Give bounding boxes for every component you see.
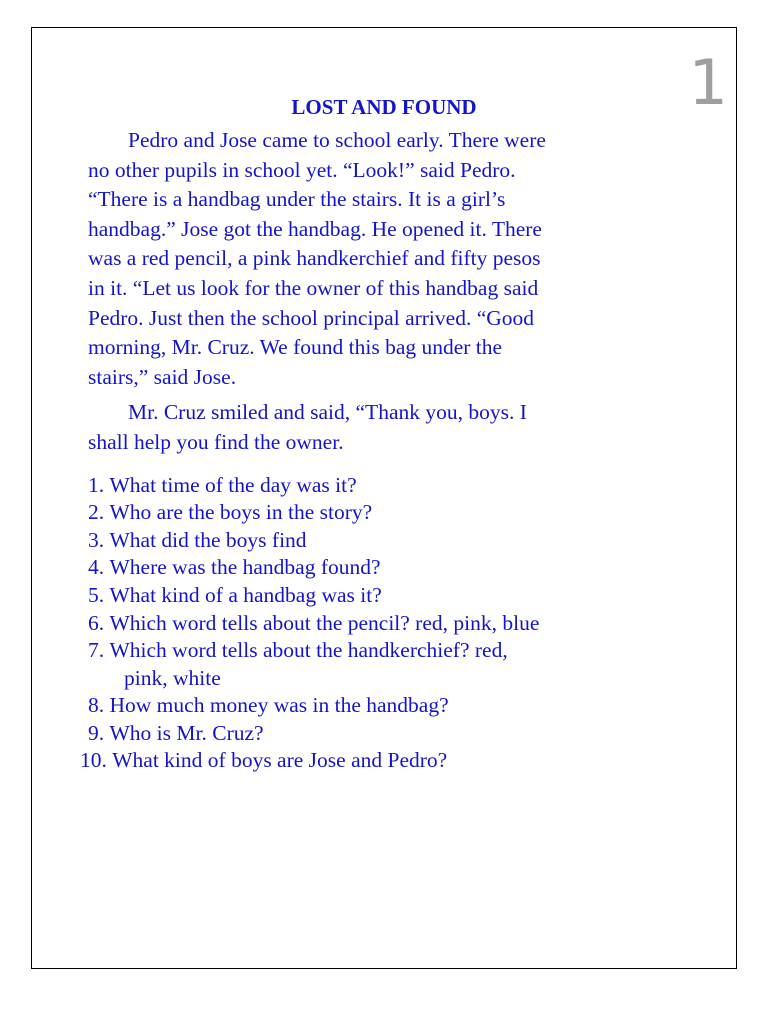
paragraph-1-line: handbag.” Jose got the handbag. He opened it. There [88,216,542,241]
question-text: Which word tells about the handkerchief? red, [109,638,508,663]
story-title: LOST AND FOUND [291,95,477,119]
paragraph-1-line: stairs,” said Jose. [88,364,237,389]
question-text: Where was the handbag found? [109,555,381,580]
question-number: 10. [80,748,107,773]
paragraph-1-line: “There is a handbag under the stairs. It is a girl’s [88,187,506,212]
question-number: 6. [88,610,105,635]
question-number: 7. [88,638,105,663]
paragraph-2-line: Mr. Cruz smiled and said, “Thank you, boys. I [128,400,527,425]
question-item [80,747,688,775]
question-number: 8. [88,693,105,718]
question-item [88,472,688,500]
question-text: Who are the boys in the story? [109,500,373,525]
question-item [88,610,688,638]
question-text: What time of the day was it? [109,472,357,497]
question-text: Which word tells about the pencil? red, pink, blue [109,610,540,635]
question-item [88,499,688,527]
question-item [88,582,688,610]
question-text: What kind of a handbag was it? [109,582,382,607]
question-item [88,527,688,555]
question-text: Who is Mr. Cruz? [109,720,264,745]
question-item [88,637,688,665]
question-number: 5. [88,582,105,607]
question-item [88,554,688,582]
question-text: What did the boys find [109,527,307,552]
paragraph-2-line: shall help you find the owner. [88,429,344,454]
question-number: 9. [88,720,105,745]
paragraph-1-line: Pedro. Just then the school principal arrived. “Good [88,305,535,330]
page-number: 1 [688,46,728,119]
question-item [88,720,688,748]
question-number: 4. [88,555,105,580]
question-number: 3. [88,527,105,552]
paragraph-1-line: was a red pencil, a pink handkerchief and fifty pesos [88,246,541,271]
paragraph-1-line: Pedro and Jose came to school early. There were [128,128,546,152]
question-text-continuation: pink, white [124,665,221,690]
question-list [80,472,688,776]
story-paragraph-2 [88,398,688,457]
story-paragraph-1 [88,126,688,392]
question-number: 1. [88,472,105,497]
question-text: What kind of boys are Jose and Pedro? [112,748,448,773]
paragraph-1-line: no other pupils in school yet. “Look!” said Pedro. [88,157,516,182]
paragraph-1-line: in it. “Let us look for the owner of this handbag said [88,275,539,300]
worksheet-content [80,94,688,775]
paragraph-1-line: morning, Mr. Cruz. We found this bag under the [88,335,503,360]
question-number: 2. [88,500,105,525]
question-item [88,692,688,720]
question-continuation [88,665,688,693]
question-text: How much money was in the handbag? [109,693,449,718]
